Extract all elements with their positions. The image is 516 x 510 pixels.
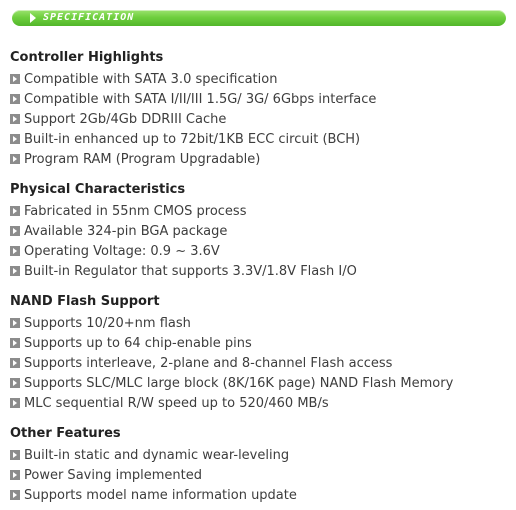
list-item <box>10 262 510 282</box>
list-item <box>10 110 510 130</box>
arrow-bullet-icon <box>10 358 20 368</box>
arrow-bullet-icon <box>10 206 20 216</box>
list-item <box>10 242 510 262</box>
arrow-bullet-icon <box>10 450 20 460</box>
section-header-bar <box>12 10 506 26</box>
list-item <box>10 466 510 486</box>
spec-list <box>10 446 510 506</box>
list-item-text: Built-in Regulator that supports 3.3V/1.8V Flash I/O <box>24 264 357 279</box>
section-heading: Physical Characteristics <box>10 182 186 197</box>
section-other-features <box>10 426 510 506</box>
arrow-bullet-icon <box>10 94 20 104</box>
list-item <box>10 374 510 394</box>
list-item-text: MLC sequential R/W speed up to 520/460 MB/s <box>24 396 329 411</box>
list-item <box>10 202 510 222</box>
section-header-title: SPECIFICATION <box>43 12 135 23</box>
list-item <box>10 150 510 170</box>
section-heading: NAND Flash Support <box>10 294 160 309</box>
list-item <box>10 90 510 110</box>
arrow-bullet-icon <box>10 338 20 348</box>
list-item-text: Available 324-pin BGA package <box>24 224 228 239</box>
list-item-text: Operating Voltage: 0.9 ~ 3.6V <box>24 244 220 259</box>
section-nand-flash-support <box>10 294 510 414</box>
arrow-bullet-icon <box>10 226 20 236</box>
list-item <box>10 130 510 150</box>
list-item-text: Built-in static and dynamic wear-leveling <box>24 448 290 463</box>
list-item-text: Supports up to 64 chip-enable pins <box>24 336 252 351</box>
list-item-text: Power Saving implemented <box>24 468 202 483</box>
spec-list <box>10 314 510 414</box>
list-item <box>10 334 510 354</box>
arrow-bullet-icon <box>10 470 20 480</box>
list-item <box>10 486 510 506</box>
arrow-bullet-icon <box>10 74 20 84</box>
arrow-bullet-icon <box>10 154 20 164</box>
list-item-text: Compatible with SATA I/II/III 1.5G/ 3G/ 6Gbps interface <box>24 92 377 107</box>
arrow-right-icon <box>30 13 36 23</box>
section-heading: Controller Highlights <box>10 50 164 65</box>
list-item <box>10 70 510 90</box>
section-heading: Other Features <box>10 426 121 441</box>
arrow-bullet-icon <box>10 378 20 388</box>
arrow-bullet-icon <box>10 490 20 500</box>
list-item-text: Built-in enhanced up to 72bit/1KB ECC circuit (BCH) <box>24 132 361 147</box>
section-physical-characteristics <box>10 182 510 282</box>
list-item-text: Fabricated in 55nm CMOS process <box>24 204 247 219</box>
spec-list <box>10 70 510 170</box>
list-item-text: Supports SLC/MLC large block (8K/16K page) NAND Flash Memory <box>24 376 454 391</box>
list-item-text: Program RAM (Program Upgradable) <box>24 152 261 167</box>
section-controller-highlights <box>10 50 510 170</box>
arrow-bullet-icon <box>10 246 20 256</box>
specification-content <box>10 50 510 506</box>
spec-list <box>10 202 510 282</box>
arrow-bullet-icon <box>10 134 20 144</box>
arrow-bullet-icon <box>10 266 20 276</box>
list-item-text: Supports interleave, 2-plane and 8-channel Flash access <box>24 356 393 371</box>
list-item-text: Support 2Gb/4Gb DDRIII Cache <box>24 112 227 127</box>
list-item <box>10 446 510 466</box>
list-item <box>10 354 510 374</box>
list-item <box>10 222 510 242</box>
list-item <box>10 314 510 334</box>
list-item <box>10 394 510 414</box>
arrow-bullet-icon <box>10 318 20 328</box>
arrow-bullet-icon <box>10 114 20 124</box>
list-item-text: Supports 10/20+nm flash <box>24 316 191 331</box>
arrow-bullet-icon <box>10 398 20 408</box>
list-item-text: Compatible with SATA 3.0 specification <box>24 72 278 87</box>
list-item-text: Supports model name information update <box>24 488 297 503</box>
